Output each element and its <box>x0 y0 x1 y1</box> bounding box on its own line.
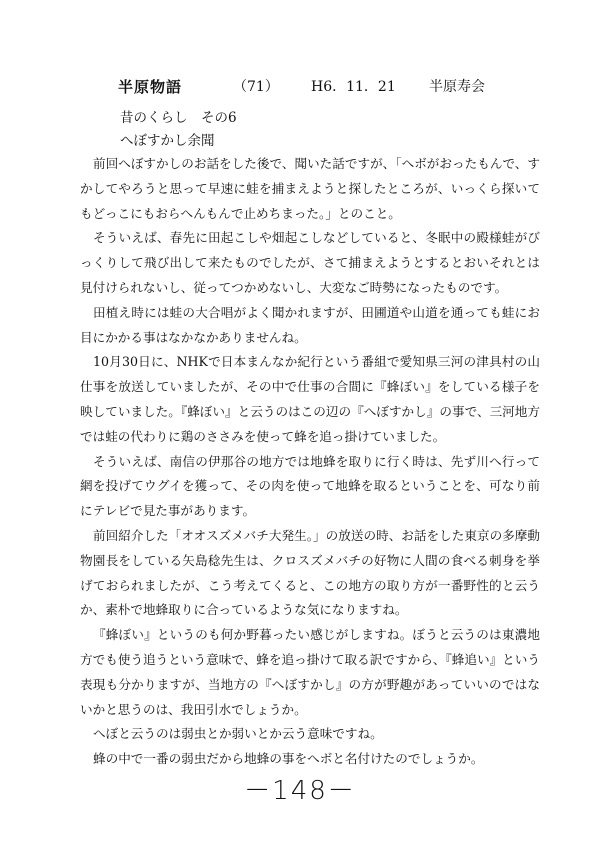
paragraph: 蜂の中で一番の弱虫だから地蜂の事をへボと名付けたのでしょうか。 <box>93 751 484 767</box>
paragraph: そういえば、南信の伊那谷の地方では地蜂を取りに行く時は、先ず川へ行って網を投げてウグイを獲って、その肉を使って地蜂を取るということを、可なり前にテレビで見た事があります。 <box>80 453 540 519</box>
paragraph: そういえば、春先に田起こしや畑起こしなどしていると、冬眠中の殿様蛙がびっくりして飛び出して来たものでしたが、さて捕まえようとするとおいそれとは見付けられないし、従ってつかめないし、大変なご時勢になったものです。 <box>80 230 540 295</box>
subsection-title: へぼすかし余聞 <box>120 133 215 149</box>
paragraph: へぼと云うのは弱虫とか弱いとか云う意味ですね。 <box>93 726 383 742</box>
issue-number: （71） <box>233 79 279 95</box>
section-title: 昔のくらし その6 <box>120 110 237 126</box>
issue-date: H6．11．21 <box>311 79 396 95</box>
series-title: 半原物語 <box>118 78 183 96</box>
article-body <box>80 152 540 772</box>
paragraph: 『蜂ぼい』というのも何か野暮ったい感じがしますね。ぼうと云うのは東濃地方でも使う追うという意味で、蜂を追っ掛けて取る訳ですから、『蜂追い』という表現も分かりますが、当地方の『へぼすかし』の方が野趣があっていいのではないかと思うのは、我田引水でしょうか。 <box>80 627 540 717</box>
paragraph: 10月30日に、NHKで日本まんなか紀行という番組で愛知県三河の津具村の山仕事を放送していましたが、その中で仕事の合間に『蜂ぼい』をしている様子を映していました。『蜂ぼい』と云うのはこの辺の『へぼすかし』の事で、三河地方では蛙の代わりに鶏のささみを使って蜂を追っ掛けていました。 <box>80 354 540 444</box>
page-number: －148－ <box>244 776 356 806</box>
document-header <box>118 76 560 98</box>
paragraph: 前回紹介した「オオスズメバチ大発生。」の放送の時、お話をした東京の多摩動物園長をしている矢島稔先生は、クロスズメバチの好物に人間の食べる刺身を挙げておられましたが、こう考えてくると、この地方の取り方が一番野性的と云うか、素朴で地蜂取りに合っているような気になりますね。 <box>80 527 540 618</box>
author: 半原寿会 <box>429 79 485 95</box>
paragraph: 田植え時には蛙の大合唱がよく聞かれますが、田圃道や山道を通っても蛙にお目にかかる事はなかなかありませんね。 <box>80 304 540 345</box>
paragraph: 前回へぼすかしのお話をした後で、聞いた話ですが、「へボがおったもんで、すかしてやろうと思って早速に蛙を捕まえようと探したところが、いっくら探いてもどっこにもおらへんもんで止めちまった。」とのこと。 <box>80 156 540 221</box>
